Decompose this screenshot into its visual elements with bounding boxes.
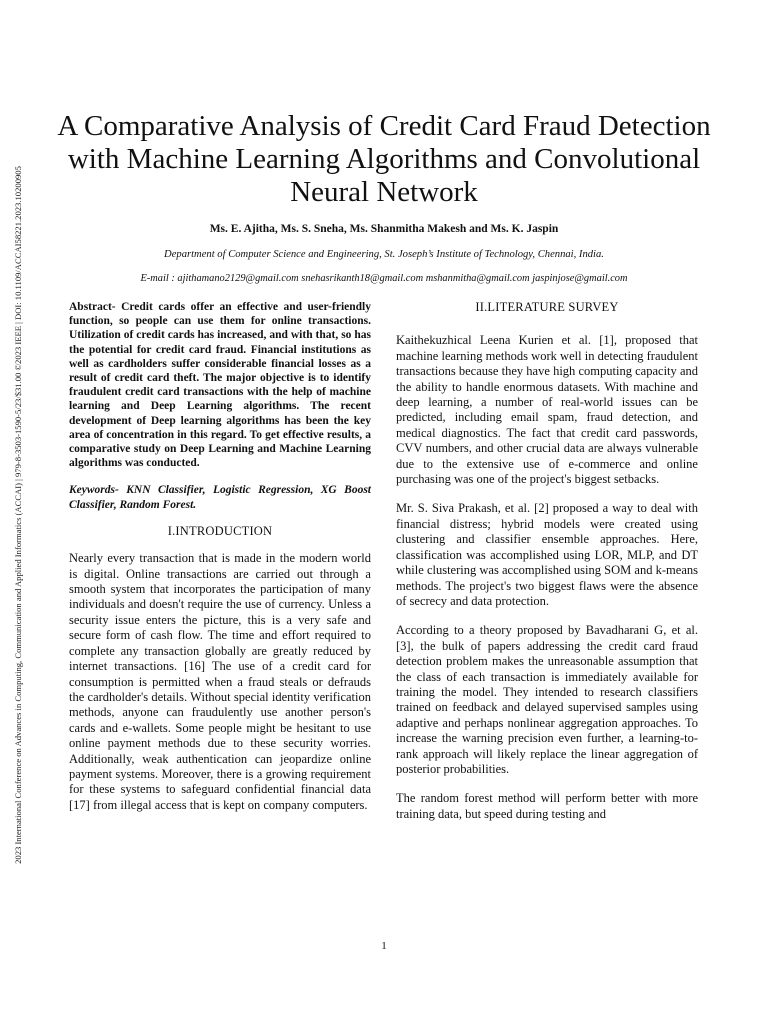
page-number: 1 [381,940,387,952]
section-heading-literature-survey: II.LITERATURE SURVEY [475,300,619,314]
literature-paragraph-4: The random forest method will perform better with more training data, but speed during testing and [396,791,698,821]
paper-title: A Comparative Analysis of Credit Card Fraud Detection with Machine Learning Algorithms and Convolutional Neural Network [57,110,711,208]
literature-paragraph-3: According to a theory proposed by Bavadharani G, et al. [3], the bulk of papers addressing the credit card fraud detection problem makes the unreasonable assumption that the class of each transaction is immediately available for training the model. They intended to research classifiers trained on feedback and delayed supervised samples using adaptive and perhaps nonlinear aggregation approaches. To increase the warning precision even further, a learning-to-rank approach will likely replace the linear aggregation of posterior probabilities. [396,623,698,776]
literature-paragraph-1: Kaithekuzhical Leena Kurien et al. [1], proposed that machine learning methods work well in detecting fraudulent transactions because they have high computing capacity and the ability to handle enormous datasets. With machine and deep learning, a number of real-world issues can be predicted, including email spam, fraud detection, and medical diagnostics. The fact that credit card passwords, CVV numbers, and other crucial data are always vulnerable due to the extensive use of e-commerce and online purchasing was one of the project's biggest setbacks. [396,333,698,487]
introduction-paragraph: Nearly every transaction that is made in the modern world is digital. Online transactions are carried out through a smooth system that incorporates the participation of many individuals and doesn't require the use of currency. Unless a security issue enters the picture, this is a very safe and secure form of cash flow. The time and effort required to complete any transaction globally are greatly reduced by internet transactions. [16] The use of a credit card for consumption is permitted when a fraud steals or defrauds the cardholder's details. Without special identity verification methods, anyone can fraudulently use another person's cards and e-wallets. Some people might be hesitant to use online payment methods due to these security worries. Additionally, weak authentication can jeopardize online payment systems. Moreover, there is a growing requirement for these systems to safeguard confidential financial data [17] from illegal access that is kept on company computers. [69,551,371,812]
abstract: Abstract- Credit cards offer an effective and user-friendly function, so people can use them for online transactions. Utilization of credit cards has increased, and with that, so has the potential for credit card fraud. Financial institutions as well as cardholders suffer considerable financial losses as a result of credit card theft. The major objective is to identify fraudulent credit card transactions with the help of machine learning and Deep Learning algorithms. The recent development of Deep learning algorithms has been the key area of concentration in this regard. To get effective results, a comparative study on Deep Learning and Machine Learning algorithms was conducted. [69,301,371,470]
right-column [396,300,698,836]
paper-emails: E-mail : ajithamano2129@gmail.com snehasrikanth18@gmail.com mshanmitha@gmail.com jaspinjose@gmail.com [140,273,628,284]
side-note [10,118,26,912]
doi-side-note-text: 2023 International Conference on Advances in Computing, Communication and Applied Informatics (ACCAI) | 979-8-3503-1590-5/23/$31.00 ©2023 IEEE | DOI: 10.1109/ACCAI58221.2023.10200905 [13,166,23,864]
left-column [69,300,371,827]
keywords: Keywords- KNN Classifier, Logistic Regression, XG Boost Classifier, Random Forest. [69,484,371,511]
paper-authors: Ms. E. Ajitha, Ms. S. Sneha, Ms. Shanmitha Makesh and Ms. K. Jaspin [209,223,559,235]
paper-affiliation: Department of Computer Science and Engineering, St. Joseph’s Institute of Technology, Chennai, India. [164,249,604,260]
literature-paragraph-2: Mr. S. Siva Prakash, et al. [2] proposed a way to deal with financial distress; hybrid models were created using clustering and classifier ensemble approaches. Here, classification was accomplished using LOR, MLP, and DT while clustering was accomplished using SOM and k-means methods. The project's two biggest flaws were the absence of secrecy and data protection. [396,501,698,608]
section-heading-introduction: I.INTRODUCTION [167,523,273,538]
